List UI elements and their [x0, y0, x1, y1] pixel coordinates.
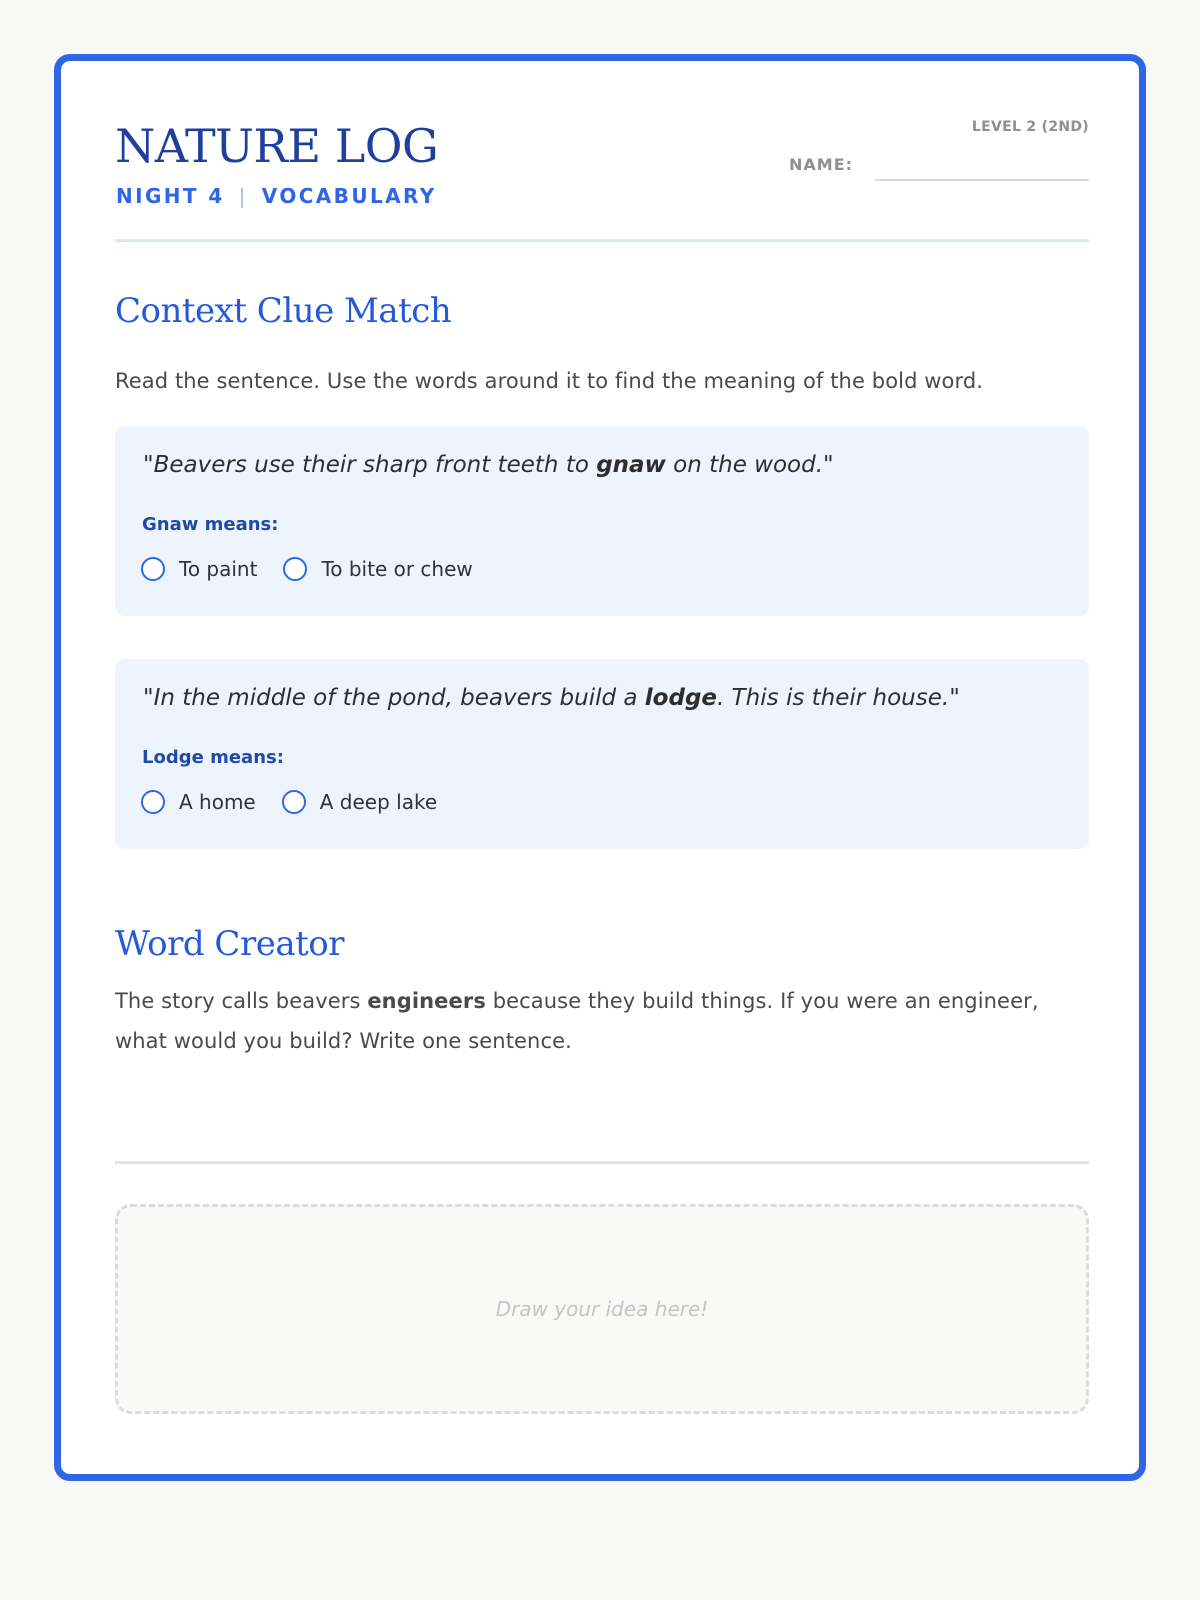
worksheet-subtitle: [116, 184, 437, 208]
means-label: Lodge means:: [142, 747, 284, 768]
answer-option[interactable]: [141, 557, 257, 581]
answer-option[interactable]: [141, 790, 256, 814]
radio-button[interactable]: [282, 790, 306, 814]
prompt-text: because they build things. If you were an engineer, what would you build? Write one sentence.: [115, 989, 1039, 1053]
question-sentence: [143, 452, 834, 478]
subtitle-separator: |: [238, 184, 248, 208]
option-label: A home: [179, 790, 256, 814]
option-label: A deep lake: [319, 790, 438, 814]
bold-vocab-word: gnaw: [596, 452, 666, 478]
answer-options: [141, 557, 499, 581]
level-badge: LEVEL 2 (2ND): [971, 119, 1089, 135]
name-write-line[interactable]: [875, 179, 1089, 181]
question-card-lodge: [115, 659, 1089, 849]
radio-button[interactable]: [283, 557, 307, 581]
word-creator-heading: Word Creator: [115, 924, 344, 964]
bold-vocab-word: engineers: [367, 989, 486, 1013]
sentence-write-line[interactable]: [115, 1161, 1089, 1164]
page-title: NATURE LOG: [115, 119, 439, 173]
radio-button[interactable]: [141, 790, 165, 814]
sentence-text: on the wood.": [665, 452, 834, 478]
radio-button[interactable]: [141, 557, 165, 581]
question-sentence: [143, 685, 960, 711]
worksheet-header: [115, 119, 1089, 241]
sentence-text: "Beavers use their sharp front teeth to: [143, 452, 597, 478]
prompt-text: The story calls beavers: [115, 989, 368, 1013]
name-label: NAME:: [789, 155, 854, 174]
means-label: Gnaw means:: [142, 514, 279, 535]
word-creator-prompt: [115, 981, 1095, 1061]
header-divider: [115, 239, 1089, 242]
drawing-placeholder: Draw your idea here!: [495, 1297, 709, 1321]
night-label: NIGHT 4: [116, 184, 225, 208]
option-label: To paint: [179, 557, 258, 581]
name-field[interactable]: [789, 151, 1089, 181]
context-clue-instruction: Read the sentence. Use the words around it to find the meaning of the bold word.: [115, 369, 984, 393]
drawing-area[interactable]: [115, 1204, 1089, 1414]
section-label: VOCABULARY: [261, 184, 437, 208]
answer-option[interactable]: [283, 557, 472, 581]
question-card-gnaw: [115, 426, 1089, 616]
option-label: To bite or chew: [321, 557, 473, 581]
answer-option[interactable]: [282, 790, 437, 814]
sentence-text: "In the middle of the pond, beavers build a: [143, 685, 645, 711]
context-clue-heading: Context Clue Match: [115, 291, 452, 331]
sentence-text: . This is their house.": [717, 685, 960, 711]
answer-options: [141, 790, 463, 814]
worksheet-card: [54, 54, 1146, 1481]
bold-vocab-word: lodge: [644, 685, 718, 711]
